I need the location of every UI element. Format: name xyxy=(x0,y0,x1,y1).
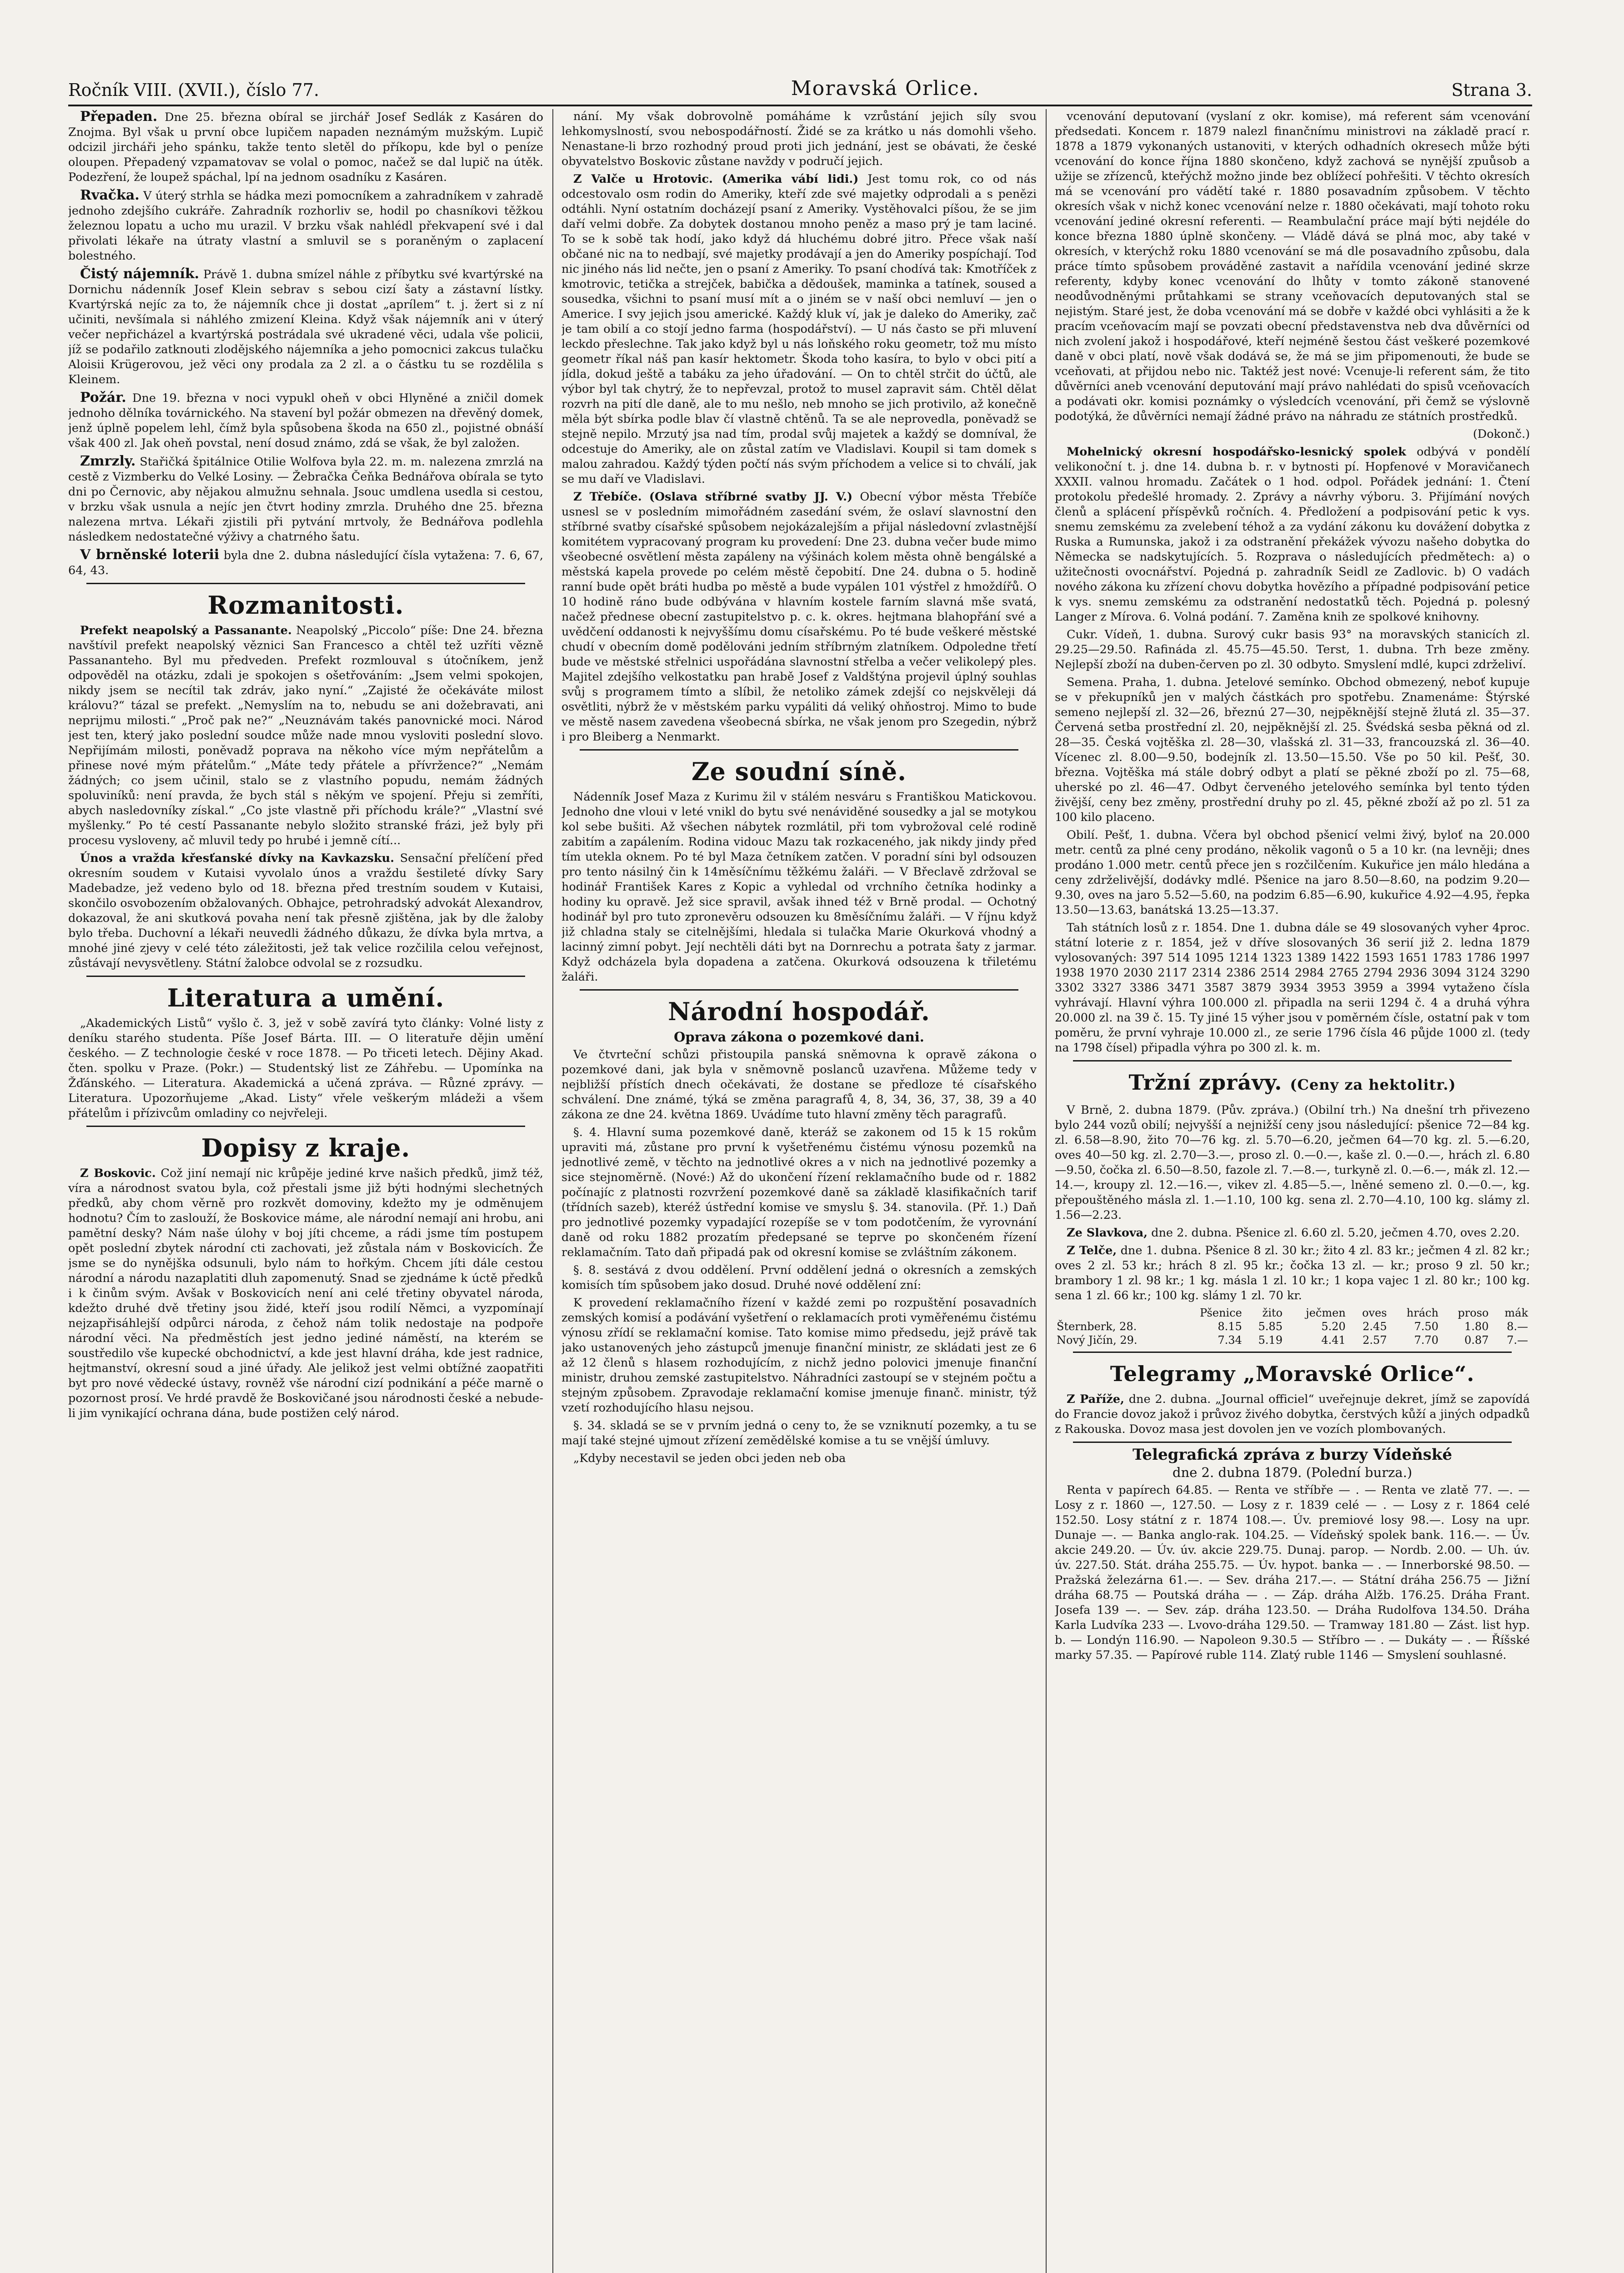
table-header-cell: proso xyxy=(1458,1307,1489,1319)
news-item xyxy=(68,109,543,185)
table-header-cell: žito xyxy=(1262,1307,1283,1319)
section-rule xyxy=(86,1126,525,1127)
news-item: „Akademických Listů“ vyšlo č. 3, jež v sobě zavírá tyto články: Volné listy z deníku starého studenta. Píše Josef Bárta. III. — O literatuře dějin umění českého. — Z technologie české v roce 1878. — Po třiceti letech. Dějiny Akad. čten. spolku v Praze. (Pokr.) — Studentský list ze Záhřebu. — Upomínka na Žďánského. — Literatura. Akademická a učená zpráva. — Různé zprávy. — Literatura. Upozorňujeme „Akad. Listy“ vřele veškerým mládeži a všem přátelům i přízivcům omladiny co nejvřeleji. xyxy=(68,1016,543,1120)
section-rule xyxy=(1073,1352,1512,1353)
market-item: Renta v papírech 64.85. — Renta ve stříbře — . — Renta ve zlatě 77. —. — Losy z r. 1860 —, 127.50. — Losy z r. 1839 celé — . — Losy z r. 1864 celé 152.50. Losy státní z r. 1874 108.—. Úv. premiové losy 98.—. Losy na upr. Dunaje —. — Banka anglo-rak. 104.25. — Vídeňský spolek bank. 116.—. — Úv. akcie 249.20. — Úv. úv. akcie 229.75. Dunaj. parop. — Nordb. 2.00. — Uh. úv. úv. 227.50. Stát. dráha 255.75. — Úv. hypot. banka — . — Innerborské 98.50. — Pražská železárna 61.—. — Sev. dráha 217.—. — Státní dráha 256.75 — Jižní dráha 68.75 — Poutská dráha — . — Záp. dráha Alžb. 176.25. Dráha Frant. Josefa 139 —. — Sev. záp. dráha 123.50. — Dráha Rudolfova 134.50. Dráha Karla Ludvíka 233 —. Lvovo-dráha 129.50. — Tramway 181.80 — Zást. list hyp. b. — Londýn 116.90. — Napoleon 9.30.5 — Stříbro — . — Dukáty — . — Říšské marky 57.35. — Papírové ruble 114. Zlatý ruble 1146 — Smyslení souhlasné. xyxy=(1055,1483,1530,1662)
section-heading: Telegramy „Moravské Orlice“. xyxy=(1110,1362,1475,1386)
article-paragraph: K provedení reklamačního řízení v každé zemi po rozpuštění posavadních zemských komisí a podávání vyšetření o reklamacích proti vyměřenému čistému výnosu zřídí se reklamační komise. Tato komise mimo předsedu, jejž právě tak jako ustanovených jeho zástupců jmenuje finanční ministr, ze skládati jest ze 6 až 12 členů s hlasem rozhodujícím, z nichž jedno polovici jmenuje finanční ministr, druhou zemské zastupitelstvo. Náhradníci zastoupí se v stejném počtu a stejným způsobem. Zpravodaje reklamační komise jmenuje finanč. ministr, týž vzetí rozhodujícího hlasu nejsou. xyxy=(561,1296,1037,1415)
table-header-cell: ječmen xyxy=(1306,1307,1346,1319)
item-text: dne 1. dubna. Pšenice 8 zl. 30 kr.; žito 4 zl. 83 kr.; ječmen 4 zl. 82 kr.; oves 2 zl. 53 kr.; hrách 8 zl. 95 kr.; čočka 13 zl. — kr.; proso 9 zl. 50 kr.; brambory 1 zl. 98 kr.; 1 kg. másla 1 zl. 10 kr.; 1 kopa vajec 1 zl. 80 kr.; 100 kg. sena 1 zl. 66 kr.; 100 kg. slámy 1 zl. 70 kr. xyxy=(1055,1244,1530,1302)
section-rule xyxy=(86,976,525,977)
article-paragraph: §. 34. skladá se se v prvním jedná o ceny to, že se vzniknutí pozemky, a tu se mají také stejné ujmout zřízení zemědělské komise a tu se vnější úmluvy. xyxy=(561,1419,1037,1447)
item-text: byla dne 2. dubna následující čísla vytažena: 7. 6, 67, 64, 43. xyxy=(68,549,543,577)
news-item xyxy=(561,172,1037,487)
masthead: Moravská Orlice. xyxy=(791,77,980,100)
item-text: V úterý strhla se hádka mezi pomocníkem a zahradníkem v zahradě jednoho zdejšího cukráře. Zahradník rozhorliv se, hodil po chasníkovi těžkou železnou lopatu a ucho mu urazil. V brzku však nahlédl překvapení své i dal přivolati lékaře na útraty vlastní a smluvil se s poraněným o zaplacení bolestného. xyxy=(68,189,543,263)
article-paragraph: §. 8. sestává z dvou oddělení. První oddělení jedná o okresních a zemských komisích tím spůsobem jako dosud. Druhé nové oddělení zní: xyxy=(561,1263,1037,1292)
news-item xyxy=(68,547,543,578)
market-item: Obilí. Pešť, 1. dubna. Včera byl obchod pšenicí velmi živý, byloť na 20.000 metr. centů za plné ceny prodáno, několik vagonů o 5 a 10 kr. (na levněji; dnes prodáno 1.000 metr. centů přece jen s rozčilčením. Kukuřice jen málo hledána a ceny zdrželivější, dodávky mdlé. Pšenice na jaro 8.50—8.60, na podzim 9.20—9.30, oves na jaro 5.52—5.60, na podzim 6.85—6.90, kukuřice 4.92—4.95, řepka 13.50—13.63, banátská 13.25—13.37. xyxy=(1055,828,1530,917)
table-cell: 2.57 xyxy=(1363,1334,1387,1347)
section-heading: Literatura a umění. xyxy=(167,983,445,1012)
page-header xyxy=(68,64,1532,106)
section-subtitle: (Ceny za hektolitr.) xyxy=(1290,1076,1456,1093)
news-item: nání. My však dobrovolně pomáháme k vzrůstání jejich síly svou lehkomyslností, svou nebospodářností. Židé se za krátko u nás domohli všeho. Nenastane-li brzo rozhodný proud proti jich jednání, jest se obávati, že české obyvatelstvo Boskovic zůstane navždy v područí jejich. xyxy=(561,110,1037,168)
item-text: Neapolský „Piccolo“ píše: Dne 24. března navštívil prefekt neapolský věznici San Francesco a chtěl tež uzříti vězně Passananteho. Byl mu předveden. Prefekt rozmlouval s útočníkem, jenž odpověděl na otázku, zdali je spokojen s ošetřováním: „Jsem velmi spokojen, nikdy jsem se necítil tak zdráv, jako nyní.“ „Zajisté že očekáváte milost královu?“ tázal se prefekt. „Nemyslím na to, nebudu se ani dožebravati, ani neprijmu milosti.“ „Proč pak ne?“ „Neuznávám takés panovnické moci. Národ jest ten, který jako poslední soudce může nade mnou vysloviti poslední slovo. Nepřijímám milosti, poněvadž poprava na někoho více mým nepřátelům a přinese nové mým přátelům.“ „Máte tedy přátele a přívržence?“ „Nemám žádných; co jsem učinil, stalo se z vlastního popudu, nemám žádných spoluviníků: není pravda, že bych stál s někým ve spojení. Přeju si zemříti, abych nasledovníky získal.“ „Co jste vlastně při příchodu krále?“ „Vlastní své myšlenky.“ Po té cestí Passanante nebylo složito stranské frázi, jež byly při procesu vysloveny, ač mluvil tedy po hrubé i jemně cítí... xyxy=(68,624,543,847)
column-divider xyxy=(1046,109,1047,2273)
table-header-cell: oves xyxy=(1362,1307,1387,1319)
section-heading: Rozmanitosti. xyxy=(207,591,404,620)
item-subheading: (Amerika vábí lidi.) xyxy=(722,172,859,186)
table-row xyxy=(1055,1333,1530,1347)
item-heading: Zmrzly. xyxy=(80,453,136,469)
item-heading: Z Telče, xyxy=(1067,1244,1117,1257)
table-cell: Šternberk, 28. xyxy=(1057,1320,1137,1333)
item-text: Jest tomu rok, co od nás odcestovalo osm rodin do Ameriky, kteří zde své majetky odprodali a s penězi odtáhli. Nyní ostatním docházejí psaní z Ameriky. Vystěhovalci píšou, že se jim daří velmi dobře. Za dobytek dostanou mnoho peněz a maso prý je tam laciné. To se k sobě tak hodí, jako když dá hluchému dobré jitro. Přece však naší občané nic na to nedbají, své majetky prodávají a jen do Ameriky pospíchají. Toď nic jiného nás lid nečte, jen o psaní z Ameriky. To psaní chodívá tak: Kmotříček z kmotrovic, tetička a strejček, babička a dědoušek, maminka a tatínek, soused a sousedka, všichni to psaní musí mít a o jiném se v naší obci nemluví — jen o Americe. I svy jejich jsou americké. Každý kluk ví, jak je daleko do Ameriky, zač je tam obilí a co stojí jedno farma (hospodářství). — U nás často se při mluvení leckdo přeslechne. Tak jako když byl u nás loňského roku geometr, tož mu místo geometr říkal náš pan kasír hektometr. Škoda toho kasíra, to bylo v obci pití a jídla, dokud ještě a tabáku za jeho úřadování. — On to chtěl strčit do účtů, ale výbor byl tak chytrý, že to nepřevzal, protož to musel zapravit sám. Chtěl dělat rozvrh na pití dle daně, ale to mu nešlo, neb mnoho se jich protivilo, až konečně měla být sbírka podle blav čí vlastně chtěnů. Ta se ale neprovedla, poněvadž se stejně nepilo. Mrzutý jsa nad tím, prodal svůj majetek a každý se domníval, že odcestuje do Ameriky, ale on zůstal zatím ve Vladislavi. Koupil si tam domek s malou zahradou. Každý týden počtí nás svým příchodem a velice si to chválí, jak se mu daří ve Vladislavi. xyxy=(561,172,1037,486)
column-3 xyxy=(1055,109,1530,2273)
news-item xyxy=(68,1166,543,1421)
item-text: Sensační přelíčení před okresním soudem v Kutaisi vyvolalo únos a vraždu šestileté dívky Sary Madebadze, jež vedeno bylo od 18. března před trestním soudem v Kutaisi, skončilo osvobozením obžalovaných. Obhajce, petrohradský advokát Alexandrov, dokazoval, že ani skutková povaha není tak přesně zjištěna, jak by dle žaloby bylo třeba. Duchovní a lékaři neuvedli žádného důkazu, že dívka byla mrtva, a mnohé jiné zjevy v celé této záležitosti, jež tak velice rozčilila celou veřejnost, zůstávají nevysvětleny. Státní žalobce odvolal se z rozsudku. xyxy=(68,851,543,970)
table-cell: 2.45 xyxy=(1363,1320,1387,1333)
market-item: Tah státních losů z r. 1854. Dne 1. dubna dále se 49 slosovaných vyher 4proc. státní loterie z r. 1854, jež v dříve slosovaných 36 serií již 2. ledna 1879 vylosovaných: 397 514 1095 1214 1323 1389 1422 1593 1651 1783 1786 1997 1938 1970 2030 2117 2314 2386 2514 2984 2765 2794 2936 3094 3124 3290 3302 3327 3386 3471 3587 3879 3934 3953 3959 a 3994 vytaženo čísla vyhrávají. Hlavní výhra 100.000 zl. připadla na serii 1294 č. 4 a druhá výhra 20.000 zl. na 39 č. 15. Ty jiné 15 výher jsou v poměrném čísle, ostatní pak v tom poměru, že první vyhraje 10.000 zl., ze serie 1796 čísla 46 půjde 1000 zl. (tedy na 1798 čísel) připadla výhra po 300 zl. k. m. xyxy=(1055,921,1530,1055)
item-text: Což jiní nemají nic krůpěje jediné krve našich předků, jimž též, víra a národnost svatou byla, což přestali jsme již býti hodnými slechetných předků, aby chom věrně pro rozkvět domoviny, kdežto my je odměnujem hodnotu? Čím to zaslouží, že Boskovice máme, ale národní nemají ani hrobu, ani pamětní desky? Nám naše úlohy v boj jíti chceme, a rádi jsme tím postupem opět poslední zbytek národní cti zachovati, jež zůstala nám v Boskovicích. Že jsme se do nynějška odsunuli, bylo nám to hořkým. Chcem jíti dále cestou národní a národu nazaplatiti dluh zapomenutý. Snad se zjednáme k úctě předků i k činům svým. Avšak v Boskovicích není ani celé třetiny obyvatel národa, kdežto druhé dvě třetiny jsou židé, kteří jsou rodilí Němci, a vyzpomínají nejzapřisáhlejší odpůrci národa, z čehož nám tolik nedostaje na podpoře národní věci. Na předměstích jest jedno jediné náměstí, na kterém se soustředilo vše kupecké obchodnictví, a kde jest hlavní dráha, kde jest radnice, hejtmanství, okresní soud a jiné úřady. Ale jelikož jest velmi obtížné zaopatřiti byt pro nové vědecké ústavy, rovněž vše národní cizí podnikání a péče marně o pozornost prosí. Ve hrdé pravdě že Boskovičané jsou národnosti české a nebude-li jim vynikající ochrana dána, bude postižen celý národ. xyxy=(68,1167,543,1420)
section-rule xyxy=(1073,1442,1512,1443)
item-heading: Únos a vražda křesťanské dívky na Kavkazsku. xyxy=(80,851,395,865)
table-cell: 7.50 xyxy=(1414,1320,1439,1333)
table-header-cell xyxy=(1055,1306,1177,1320)
item-text: Obecní výbor města Třebíče usnesl se v posledním mimořádném zasedání svém, že oslaví slavnostní den stříbrné svatby císařské spůsobem nejokázalejším a přijal následovní zvlastnější komitétem vypracovaný program ku provedení: Dne 23. dubna večer bude mimo všeobecné osvětlení města zapáleny na výšinách kolem města ohně bengálské a městská kapela provede po celém městě čepobití. Dne 24. dubna o 5. hodině ranní bude opět bráti hudba po městě a bude vypálen 101 výstřel z hmoždířů. O 10 hodině ráno bude odbývána v hlavním kostele farním slavná mše svatá, načež přednese obecní zastupitelstvo p. c. k. okres. hejtmana blahopřání své a uvědčení oddanosti k nejvyššímu domu císařskému. Po té bude veškeré městské chudí v obecním domě podělováni jedním stříbrným zlatníkem. Odpoledne třetí bude ve městské střelnici uspořádána slavnostní střelba a večer velikolepý ples. Majitel zdejšího velkostatku pan hrabě Josef z Valdštýna projevil úplný souhlas svůj s programem tímto a slíbil, že netoliko zámek zdejší co nejskvěleji dá osvětliti, nýbrž že v městském parku vypáliti dá veliký ohňostroj. Mimo to bude ve městě nasem zavedena všeobecná sbírka, ne však jenom pro Szegedin, nýbrž i pro Bleiberg a Nenmarkt. xyxy=(561,490,1037,744)
item-heading: Z Třebíče. xyxy=(573,490,642,504)
market-item: Cukr. Vídeň, 1. dubna. Surový cukr basis 93° na moravských stanicích zl. 29.25—29.50. Rafináda zl. 45.75—45.50. Terst, 1. dubna. Trh beze změny. Nejlepší zboží na duben-červen po zl. 30 odbyto. Smyslení mdlé, kupci zdrželiví. xyxy=(1055,628,1530,671)
item-heading: Prefekt neapolský a Passanante. xyxy=(80,624,292,637)
issue-info: Ročník VIII. (XVII.), číslo 77. xyxy=(68,80,320,100)
item-text: Dne 25. března obíral se jirchář Josef Sedlák z Kasáren do Znojma. Byl však u první obce lupičem napaden neznámým mužským. Lupič odcizil jircháři jeho spánku, takže tento sletěl do příkopu, kde byl o peníze oloupen. Přepadený vzpamatovav se volal o pomoc, načež se dal lupič na útěk. Podezření, že loupež spáchal, lpí na jednom osadníku z Kasáren. xyxy=(68,110,543,184)
news-item xyxy=(1055,1392,1530,1437)
item-text: dne 2. dubna. „Journal officiel“ uveřejnuje dekret, jímž se zapovídá do Francie dovoz jakož i průvoz živého dobytka, čerstvých kůží a jiných odpadků z Rakouska. Dovoz masa jest dovolen jen ve vozích plombovaných. xyxy=(1055,1392,1530,1436)
item-heading: Mohelnický okresní hospodářsko-lesnický spolek xyxy=(1067,445,1406,459)
column-2 xyxy=(561,109,1037,2273)
section-rule xyxy=(1073,1060,1512,1061)
table-cell: 8.— xyxy=(1507,1320,1528,1333)
item-heading: V brněnské loterii xyxy=(80,547,220,563)
table-header-row xyxy=(1055,1306,1530,1320)
item-text: Právě 1. dubna smízel náhle z příbytku své kvartýrské na Dornichu nádenník Josef Klein sebrav s sebou cizí šaty a zástavní lístky. Kvartýrská nejíc za to, že nájemník chce ji dostat „aprílem“ t. j. žert si z ní učiniti, nevšímala si náhlého zmizení Kleina. Když však nájemník ani v úterý večer nepřicházel a kvartýrská postrádala své ukradené věci, udala vše policii, jíž se podařilo zatknouti zlodějského nájemníka a jeho pomocnici zakcus tulačku Aloisii Krügerovou, jež věci ony prodala za 2 zl. a o částku tu se rozdělila s Kleinem. xyxy=(68,268,543,386)
item-heading: Rvačka. xyxy=(80,187,140,203)
columns xyxy=(68,109,1532,2273)
article-subheading: Oprava zákona o pozemkové dani. xyxy=(674,1029,924,1045)
item-text: Stařičká špitálnice Otilie Wolfova byla 22. m. m. nalezena zmrzlá na cestě z Vizmberku do Velké Losiny. — Žebračka Čeňka Bednářova obírala se tyto dni po Černovic, aby nějakou almužnu sehnala. Jsouc umdlena usedla si cestou, v brzku však usnula a nejíc jen čtvrt hodiny zmrzla. Druhého dne 25. března nalezena mrtva. Lékaři zjistili při pytvání mrtvoly, že Bednářova podlehla následkem nedostatečné výživy a chatrného šatu. xyxy=(68,455,543,544)
table-row xyxy=(1055,1320,1530,1333)
table-cell: 5.20 xyxy=(1321,1320,1346,1333)
table-cell: 8.15 xyxy=(1218,1320,1242,1333)
item-text: dne 2. dubna. Pšenice zl. 6.60 zl. 5.20, ječmen 4.70, oves 2.20. xyxy=(1151,1226,1520,1240)
table-header-cell: Pšenice xyxy=(1199,1307,1242,1319)
section-subtitle: dne 2. dubna 1879. (Polední burza.) xyxy=(1172,1465,1413,1480)
table-cell: 7.— xyxy=(1507,1334,1528,1347)
article-paragraph: Ve čtvrteční schůzi přistoupila panská sněmovna k opravě zákona o pozemkové dani, jak byla v sněmovně poslanců uzavřena. Můžeme tedy v nejbližší přístích dnech očekávati, že dostane se předloze té císařského schválení. Dne známé, týká se změna paragrafů 4, 8, 34, 36, 37, 38, 39 a 40 zákona ze dne 24. května 1869. Uvádíme tuto hlavní změny těch paragrafů. xyxy=(561,1048,1037,1121)
section-rule xyxy=(580,749,1018,751)
item-heading: Z Boskovic. xyxy=(80,1167,156,1180)
table-cell: 7.34 xyxy=(1218,1334,1242,1347)
item-heading: Požár. xyxy=(80,390,126,406)
table-header-cell: mák xyxy=(1504,1307,1528,1319)
article-paragraph: vcenování deputovaní (vyslaní z okr. komise), má referent sám vcenování předsedati. Koncem r. 1879 nalezl finančnímu ministrovi na základě prací r. 1878 a 1879 vykonaných ustanoviti, v kterých odhadních okresech může býti vcenování do konce října 1880 skončeno, když zachová se nynější zpuůsob a užije se zřízenců, kteřýchž možno jinde bez oblížecí pohřešiti. V těchto okresích má se vcenování pro vádětí také r. 1880 posavadním způsobem. V těchto okresích však v nichž konec vcenování nelze r. 1880 očekávati, mají tohoto roku vcenování jediné okresní referenti. — Reambulační práce mají býti nejdéle do konce března 1880 úplně skončeny. — Vládě dává se plná moc, aby také v okresích, v kterýchž roku 1880 vcenování se má dle posavadního způsobu, dala práce tímto spůsobem prováděné zastavit a nařídila vcenování jediné skrze referenty, kdyby konec vcenování do lhůty v tomto zákoně stanovené neodůvodněnými průtahkami se strany vceňovacích deputovaných stal se nejistým. Staré jest, že doba vcenování má se dobře v každé obci vyhlásiti a že k pracím vceňovacím mají se povzati obecní představenstva neb dva důvěrníci od nich zvolení jakož i hospodářové, kteří nejméně šestou část veškeré pozemkové daně v obci platí, nově však dodává se, že má se jim připomenouti, že bude se vceňovati, at přijdou nebo nic. Taktéž jest nové: Vcenuje-li referent sám, že tito důvěrníci aneb vcenování deputování mají právo nahlédati do spisů vceňovacích a podávati okr. komisi poznámky o výsledcích vcenování, při čemž se výslovně podotýká, že důvěrníci nemají žádné právo na náhradu ze státních prostředků. xyxy=(1055,110,1530,423)
market-item: V Brně, 2. dubna 1879. (Pův. zpráva.) (Obilní trh.) Na dnešní trh přivezeno bylo 244 vozů obilí; nejvyšší a nejnižší ceny jsou následující: pšenice 72—84 kg. zl. 6.58—8.90, žito 70—76 kg. zl. 5.70—6.20, ječmen 64—70 kg. zl. 5.—6.20, oves 40—50 kg. zl. 2.70—3.—, proso zl. 0.—0.—, kaše zl. 0.—0.—, hrách zl. 6.80—9.50, čočka zl. 6.50—8.50, fazole zl. 7.—8.—, turkyně zl. 0.—6.—, mák zl. 12.—14.—, kroupy zl. 12.—16.—, vikev zl. 4.85—5.—, lněné semeno zl. 0.—0.—, kg. přepouštěného másla zl. 1.—1.10, 100 kg. sena zl. 2.70—4.10, 100 kg. slámy zl. 1.56—2.23. xyxy=(1055,1103,1530,1222)
item-subheading: (Oslava stříbrné svatby JJ. V.) xyxy=(649,490,853,504)
news-item xyxy=(68,851,543,971)
news-item xyxy=(1055,445,1530,625)
section-heading: Dopisy z kraje. xyxy=(201,1133,411,1162)
market-item: Semena. Praha, 1. dubna. Jetelové semínko. Obchod obmezený, neboť kupuje se v překupníků jen v malých částkách pro spotřebu. Znamenáme: Štýrské semeno nejlepší zl. 32—26, březnú 27—30, nejpěknější stejně žlutá zl. 35—37. Červená setba prostřední zl. 20, nejpěknější zl. 25. Švédská sesba pěkná od zl. 28—35. Česká vojtěška zl. 28—30, vlašská zl. 31—33, francouzská zl. 36—40. Vícenec zl. 8.00—9.50, bodejník zl. 13.50—15.50. Vše po 50 kil. Pešť, 30. března. Vojtěška má stále dobrý odbyt a platí se pěkné zboží po zl. 75—68, uherské po zl. 46—47. Odbyt červeného jetelového semínka byl tento týden živější, ceny bez změny, prostřední druhy po zl. 45, pěkné zboží až po zl. 51 za 100 kilo placeno. xyxy=(1055,676,1530,824)
page-number: Strana 3. xyxy=(1451,80,1532,100)
table-cell: 4.41 xyxy=(1321,1334,1346,1347)
section-title: Tržní zprávy. xyxy=(1128,1070,1283,1095)
item-text: Dne 19. března v noci vypukl oheň v obci Hlyněné a zničil domek jednoho dělníka továrnického. Na stavení byl požár obmezen na dřevěný domek, jenž úplně popelem lehl, čímž byla spůsobena škoda na 650 zl., pojistné obnáší však 400 zl. Jak oheň povstal, není dosud známo, zdá se však, že byl založen. xyxy=(68,391,543,450)
price-table xyxy=(1055,1306,1530,1347)
item-heading: Čistý nájemník. xyxy=(80,266,200,282)
news-item xyxy=(68,188,543,264)
table-cell: 5.19 xyxy=(1258,1334,1283,1347)
market-item xyxy=(1055,1243,1530,1303)
section-heading: Telegrafická zpráva z burzy Vídeňské xyxy=(1133,1446,1452,1464)
news-item xyxy=(68,390,543,451)
section-heading: Ze soudní síně. xyxy=(692,757,907,786)
section-heading xyxy=(1055,1068,1530,1099)
item-text: odbývá v pondělí velikonoční t. j. dne 14. dubna b. r. v bytnosti pí. Hopfenové v Moravičanech XXXII. valnou hromadu. Začátek o 1 hod. odpol. Pořádek jednání: 1. Čtení protokolu předešlé hromady. 2. Zprávy a návrhy výboru. 3. Přijímání nových členů a splácení příspěvků ročních. 4. Předložení a podpisování petic k vys. snemu zemskému za zvelebení téhož a za vydání zákonu ku dovážení dobytka z Ruska a Rumunska, jakož i za odstranění překážek vývozu našeho dobytka do Německa se nadskytujících. 5. Rozprava o následujících předmětech: a) o užitečnosti ovocnářství. Pojedná p. zahradník Seidl ze Zadlovic. b) O vadách nového zákona ku zřízení chovu dobytka hovězího a případné podpisování petice k vys. snemu zemskému za odstranění nedostatků těch. Pojedná p. polesný Langer z Mírova. 6. Volná podání. 7. Zaměna knih ze spolkové knihovny. xyxy=(1055,445,1530,624)
table-cell: 5.85 xyxy=(1258,1320,1283,1333)
news-item xyxy=(68,266,543,387)
continued-note: (Dokonč.) xyxy=(1473,427,1530,441)
item-heading: Ze Slavkova, xyxy=(1067,1226,1148,1240)
item-heading: Z Paříže, xyxy=(1067,1392,1124,1406)
article-paragraph: „Kdyby necestavil se jeden obci jeden neb oba xyxy=(573,1452,846,1465)
market-item xyxy=(1055,1226,1530,1241)
item-heading: Z Valče u Hrotovic. xyxy=(573,172,713,186)
news-item xyxy=(68,623,543,848)
column-divider xyxy=(552,109,553,2273)
article-paragraph: §. 4. Hlavní suma pozemkové daně, kteráž se zakonem od 15 k 15 rokům upraviti má, zůstane pro první k vyšetřenému čistému výnosu pozemků na jednotlivé země, v těchto na jednotlivé okres a v nich na jednotlivé pozemky a sice stejnoměrně. (Nové:) Až do ukončení řízení reklamačního bude od r. 1882 počínajíc z platnosti rozvržení pozemkové daně sa základě klasifikačních tarif (třídních sazeb), kteréž ústřední komise ve smyslu §. 34. stanovila. (Př. 1.) Daň pro jednotlivé pozemky vypadající rozepíše se v tom podotčením, že vyrovnání daně od roku 1882 prozatím předepsané se teprve po skončeném řízení reklamačním. Tato daň připadá pak od okresní komise se zvláštním zákonem. xyxy=(561,1126,1037,1259)
section-rule xyxy=(580,989,1018,991)
table-header-cell: hrách xyxy=(1406,1307,1439,1319)
section-rule xyxy=(86,583,525,584)
news-item xyxy=(68,454,543,545)
table-cell: 1.80 xyxy=(1464,1320,1489,1333)
table-cell: Nový Jičín, 29. xyxy=(1057,1334,1138,1347)
table-cell: 7.70 xyxy=(1414,1334,1439,1347)
news-item xyxy=(561,490,1037,745)
table-cell: 0.87 xyxy=(1464,1334,1489,1347)
section-heading: Národní hospodář. xyxy=(668,997,930,1026)
news-item: Nádenník Josef Maza z Kurimu žil v stálém nesváru s Františkou Matickovou. Jednoho dne vloui v leté vnikl do bytu své nenáviděné sousedky a jal se motykou kol sebe bušiti. Až všechen nábytek rozmlátil, při tom vybrožoval celé rodině zabitím a zapálením. Rodina vidouc Mazu tak rozkaceného, jak nikdy jindy před tím utekla oknem. Po té byl Maza četníkem zatčen. V poradní síni byl odsouzen pro tento násilný čin k 14měsíčnímu těžkému žaláři. — V Břeclavě zdržoval se hodinář František Kares z Kopic a vyhledal od vrchního četníka hodinky a hodiny ku opravě. Jež sice spravil, avšak ihned též v Brně prodal. — Ochotný hodinář byl pro tuto zpronevěru odsouzen ku 8měsíčnímu žaláři. — V říjnu když již chladna staly se citelnějšími, hledala si tulačka Marie Okurková vhodný a lacinný zimní pobyt. Její nechtěli dáti byt na Dornrechu a potrata šaty z jarmar. Když odcházela byla dopadena a zatčena. Okurková odsouzena k třiletému žaláři. xyxy=(561,790,1037,984)
item-heading: Přepaden. xyxy=(80,109,158,125)
column-1 xyxy=(68,109,543,2273)
